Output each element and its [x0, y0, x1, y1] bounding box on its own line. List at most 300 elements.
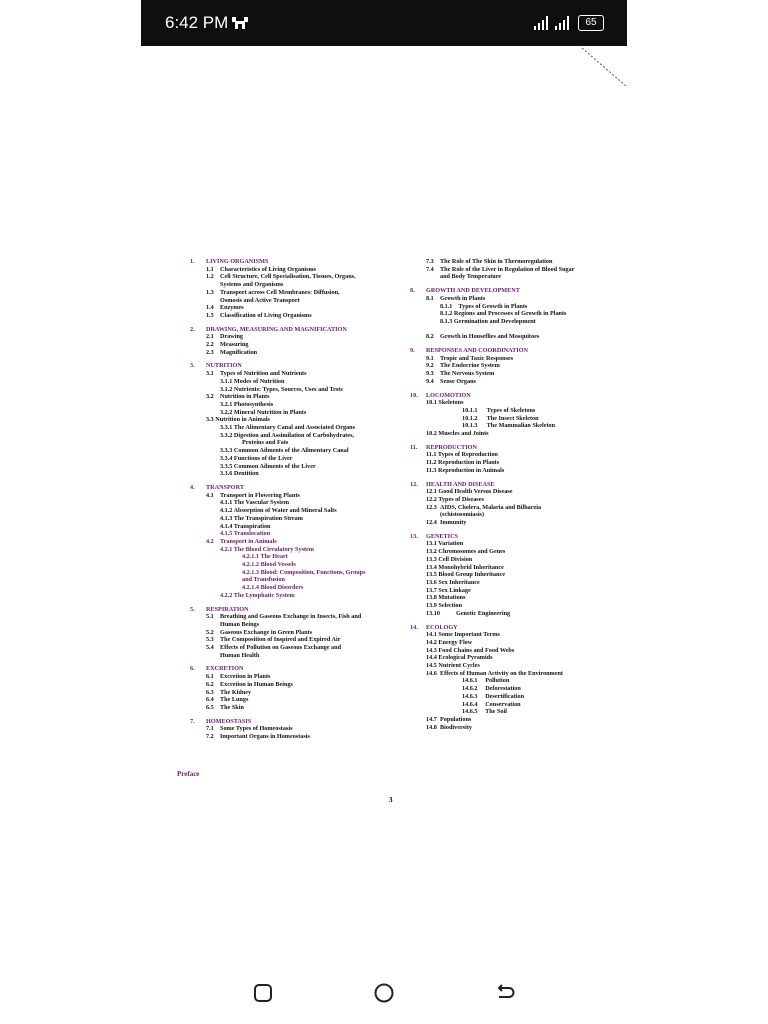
toc-entry[interactable]	[190, 455, 400, 463]
toc-entry[interactable]	[190, 636, 400, 644]
toc-entry[interactable]	[190, 386, 400, 394]
toc-title: 4.2.1.1 The Heart	[242, 553, 288, 561]
toc-chapter-heading[interactable]	[190, 484, 400, 492]
toc-entry[interactable]	[410, 273, 610, 281]
toc-entry[interactable]	[410, 407, 610, 415]
toc-title: Proteins and Fats	[242, 439, 289, 447]
toc-number: 13.10	[426, 609, 440, 617]
toc-entry[interactable]	[190, 439, 400, 447]
toc-title: 4.1.2 Absorption of Water and Mineral Salts	[220, 507, 337, 515]
toc-entry[interactable]	[190, 341, 400, 349]
toc-title: Gaseous Exchange in Green Plants	[220, 628, 313, 636]
toc-title: (schistosomiasis)	[440, 511, 485, 519]
toc-title: 3.1.2 Nutrients: Types, Sources, Uses and Tests	[220, 385, 343, 393]
toc-entry[interactable]	[190, 281, 400, 289]
signal-icon-2	[555, 16, 571, 30]
toc-number: 1.2	[206, 273, 214, 281]
battery-level: 65	[585, 17, 597, 28]
toc-entry[interactable]	[190, 378, 400, 386]
toc-title: Transport in Flowering Plants	[220, 491, 300, 499]
toc-number: 6.4	[206, 696, 214, 704]
toc-title: 3.2.2 Mineral Nutrition in Plants	[220, 408, 307, 416]
toc-number: 1.3	[206, 288, 214, 296]
toc-title: The Lungs	[220, 696, 249, 704]
toc-entry[interactable]	[190, 576, 400, 584]
toc-entry[interactable]	[410, 496, 610, 504]
toc-title: 3.3.6 Dentition	[220, 470, 259, 478]
toc-chapter-heading[interactable]	[410, 392, 610, 400]
battery-icon	[578, 15, 604, 31]
toc-entry[interactable]	[190, 470, 400, 478]
toc-number: 2.	[190, 325, 195, 333]
toc-left-column	[190, 258, 400, 747]
toc-title: 4.1.1 The Vascular System	[220, 499, 290, 507]
toc-chapter-heading[interactable]	[190, 362, 400, 370]
toc-entry[interactable]	[410, 571, 610, 579]
toc-title: 13.7 Sex Linkage	[426, 586, 471, 594]
toc-entry[interactable]	[410, 519, 610, 527]
preface-link[interactable]: Preface	[177, 770, 200, 778]
toc-section	[190, 606, 400, 660]
toc-number: 7.2	[206, 733, 214, 741]
toc-title: 10.1 Skeletons	[426, 399, 464, 407]
toc-number: 4.	[190, 483, 195, 491]
toc-chapter-heading[interactable]	[190, 665, 400, 673]
toc-number: 7.3	[426, 258, 434, 265]
toc-title: 10.2 Muscles and Joints	[426, 430, 489, 438]
toc-section	[410, 533, 610, 618]
toc-entry[interactable]	[410, 724, 610, 732]
toc-entry[interactable]	[410, 564, 610, 572]
back-icon[interactable]	[494, 982, 516, 1004]
toc-entry[interactable]	[410, 318, 610, 326]
toc-title: Sense Organs	[440, 377, 476, 385]
toc-number: 8.	[410, 287, 415, 295]
toc-entry[interactable]	[410, 716, 610, 724]
toc-title: Transport across Cell Membranes: Diffusion,	[220, 288, 340, 296]
toc-title: 3.3 Nutrition in Animals	[206, 416, 270, 424]
toc-entry[interactable]	[410, 654, 610, 662]
toc-entry[interactable]	[410, 422, 610, 430]
toc-entry[interactable]	[410, 693, 610, 701]
toc-title: 10.1.1 Types of Skeletons	[462, 406, 536, 414]
toc-title: Types of Nutrition and Nutrients	[220, 370, 307, 378]
toc-title: 8.1.2 Regions and Processes of Growth in Plants	[440, 310, 567, 318]
toc-entry[interactable]	[190, 273, 400, 281]
toc-title: 14.6.5 The Soil	[462, 708, 507, 716]
toc-entry[interactable]	[410, 662, 610, 670]
toc-title: Classification of Living Organisms	[220, 311, 312, 319]
toc-entry[interactable]	[410, 708, 610, 716]
toc-number: 8.1	[426, 294, 434, 302]
toc-title: HEALTH AND DISEASE	[426, 480, 495, 488]
toc-chapter-heading[interactable]	[410, 287, 610, 295]
app-notification-icon	[231, 14, 249, 30]
toc-title: Systems and Organisms	[220, 281, 284, 289]
toc-entry[interactable]	[190, 689, 400, 697]
toc-chapter-heading[interactable]	[410, 481, 610, 489]
toc-entry[interactable]	[410, 548, 610, 556]
toc-entry[interactable]	[410, 511, 610, 519]
page-corner-dashes	[580, 46, 630, 88]
toc-entry[interactable]	[410, 415, 610, 423]
toc-title: GROWTH AND DEVELOPMENT	[426, 287, 520, 295]
toc-title: 4.2.2 The Lymphatic System	[220, 591, 295, 599]
toc-title: EXCRETION	[206, 665, 244, 673]
toc-number: 2.2	[206, 341, 214, 349]
toc-entry[interactable]	[410, 266, 610, 274]
toc-entry[interactable]	[410, 647, 610, 655]
toc-entry[interactable]	[410, 378, 610, 386]
toc-chapter-heading[interactable]	[410, 444, 610, 452]
toc-title: 14.6.2 Deforestation	[462, 685, 521, 693]
toc-number: 5.	[190, 605, 195, 613]
toc-chapter-heading[interactable]	[410, 624, 610, 632]
toc-title: 3.3.2 Digestion and Assimilation of Carbohydrates,	[220, 431, 355, 439]
toc-number: 5.3	[206, 636, 214, 644]
toc-section	[190, 484, 400, 600]
toc-section	[410, 258, 610, 281]
toc-title: GENETICS	[426, 532, 458, 540]
toc-entry[interactable]	[190, 673, 400, 681]
toc-entry[interactable]	[190, 592, 400, 600]
toc-title: Some Types of Homeostasis	[220, 725, 293, 733]
toc-entry[interactable]	[190, 266, 400, 274]
toc-title: 3.3.4 Functions of the Liver	[220, 454, 293, 462]
toc-number: 2.3	[206, 348, 214, 356]
toc-chapter-heading[interactable]	[410, 533, 610, 541]
toc-number: 6.	[190, 665, 195, 673]
toc-chapter-heading[interactable]	[190, 326, 400, 334]
toc-title: Human Beings	[220, 620, 260, 628]
toc-entry[interactable]	[410, 258, 610, 266]
toc-number: 9.2	[426, 362, 434, 370]
toc-title: The Composition of Inspired and Expired Air	[220, 636, 341, 644]
toc-entry[interactable]	[190, 696, 400, 704]
toc-title: 4.2.1.3 Blood: Composition, Functions, Groups	[242, 568, 366, 576]
toc-title: Breathing and Gaseous Exchange in Insects, Fish and	[220, 613, 362, 621]
toc-title: 13.9 Selection	[426, 602, 463, 610]
toc-entry[interactable]	[190, 401, 400, 409]
toc-title: Biodiversity	[440, 723, 472, 731]
toc-number: 5.2	[206, 628, 214, 636]
toc-title: Tropic and Taxic Responses	[440, 354, 514, 362]
toc-entry[interactable]	[190, 613, 400, 621]
toc-title: The Role of The Skin in Thermoregulation	[440, 258, 553, 265]
toc-entry[interactable]	[410, 430, 610, 438]
toc-title: 3.3.5 Common Ailments of the Liver	[220, 462, 316, 470]
toc-entry[interactable]	[410, 594, 610, 602]
toc-section	[190, 665, 400, 711]
toc-entry[interactable]	[190, 584, 400, 592]
toc-entry[interactable]	[410, 670, 610, 678]
toc-number: 2.1	[206, 333, 214, 341]
toc-entry[interactable]	[190, 289, 400, 297]
toc-title: Characteristics of Living Organisms	[220, 265, 317, 273]
toc-entry[interactable]	[190, 499, 400, 507]
toc-title: The Role of the Liver in Regulation of Blood Sugar	[440, 265, 575, 273]
toc-entry[interactable]	[190, 704, 400, 712]
toc-title: Cell Structure, Cell Specialisation, Tissues, Organs,	[220, 273, 356, 281]
toc-chapter-heading[interactable]	[190, 258, 400, 266]
toc-number: 11.	[410, 443, 418, 451]
toc-number: 6.1	[206, 673, 214, 681]
toc-title: Growth in Plants	[440, 294, 486, 302]
toc-entry[interactable]	[410, 310, 610, 318]
toc-number: 9.1	[426, 354, 434, 362]
toc-entry[interactable]	[190, 652, 400, 660]
toc-title: 14.4 Ecological Pyramids	[426, 654, 493, 662]
toc-title: REPRODUCTION	[426, 443, 477, 451]
toc-section	[410, 287, 610, 341]
toc-title: Human Health	[220, 651, 260, 659]
toc-entry[interactable]	[190, 733, 400, 741]
toc-number: 4.2	[206, 537, 214, 545]
toc-title: 11.1 Types of Reproduction	[426, 451, 498, 459]
toc-title: DRAWING, MEASURING AND MAGNIFICATION	[206, 325, 347, 333]
toc-entry[interactable]	[410, 355, 610, 363]
toc-entry[interactable]	[190, 621, 400, 629]
toc-title: 4.1.4 Transpiration	[220, 522, 271, 530]
toc-section	[410, 624, 610, 732]
toc-entry[interactable]	[190, 463, 400, 471]
toc-title: Excretion in Human Beings	[220, 680, 293, 688]
toc-number: 7.1	[206, 725, 214, 733]
toc-title: ECOLOGY	[426, 623, 458, 631]
toc-title: 14.5 Nutrient Cycles	[426, 662, 480, 670]
toc-title: TRANSPORT	[206, 483, 244, 491]
toc-entry[interactable]	[410, 303, 610, 311]
toc-title: 3.3.3 Common Ailments of the Alimentary Canal	[220, 447, 349, 455]
toc-number: 10.	[410, 391, 418, 399]
toc-title: Enzymes	[220, 304, 244, 312]
toc-title: The Kidney	[220, 688, 252, 696]
toc-entry[interactable]	[410, 556, 610, 564]
toc-number: 1.4	[206, 304, 214, 312]
toc-number: 3.	[190, 362, 195, 370]
toc-entry[interactable]	[190, 569, 400, 577]
toc-title: Growth in Houseflies and Mosquitoes	[440, 333, 540, 341]
toc-entry[interactable]	[190, 681, 400, 689]
toc-number: 12.	[410, 480, 418, 488]
toc-section	[190, 326, 400, 357]
toc-title: 13.2 Chromosomes and Genes	[426, 548, 506, 556]
toc-title: 8.1.3 Germination and Development	[440, 317, 536, 325]
status-time: 6:42 PM	[165, 13, 229, 32]
toc-title: Nutrition in Plants	[220, 393, 270, 401]
toc-number: 7.	[190, 717, 195, 725]
toc-title: 14.3 Food Chains and Food Webs	[426, 646, 515, 654]
toc-entry[interactable]	[410, 467, 610, 475]
home-icon[interactable]	[373, 982, 395, 1004]
toc-title: Excretion in Plants	[220, 673, 271, 681]
toc-chapter-heading[interactable]	[190, 718, 400, 726]
toc-number: 7.4	[426, 265, 434, 273]
toc-entry[interactable]	[190, 447, 400, 455]
toc-number: 14.8	[426, 723, 437, 731]
toc-section	[410, 347, 610, 386]
toc-title: The Endocrine System	[440, 362, 500, 370]
toc-section	[190, 362, 400, 478]
toc-title: Important Organs in Homeostasis	[220, 733, 310, 741]
toc-title: 12.1 Good Health Versus Disease	[426, 488, 513, 496]
toc-title: 12.2 Types of Diseases	[426, 495, 484, 503]
toc-title: 4.2.1.4 Blood Disorders	[242, 584, 304, 592]
toc-entry[interactable]	[410, 451, 610, 459]
toc-chapter-heading[interactable]	[190, 606, 400, 614]
toc-section	[410, 444, 610, 475]
toc-title: 13.5 Blood Group Inheritance	[426, 571, 505, 579]
toc-title: Genetic Engineering	[456, 609, 511, 617]
toc-number: 1.1	[206, 265, 214, 273]
toc-entry[interactable]	[190, 297, 400, 305]
toc-number: 5.4	[206, 644, 214, 652]
toc-number: 12.4	[426, 519, 437, 527]
toc-entry[interactable]	[190, 304, 400, 312]
toc-title: LIVING ORGANISMS	[206, 258, 269, 265]
toc-entry[interactable]	[410, 540, 610, 548]
toc-title: Effects of Pollution on Gaseous Exchange and	[220, 644, 342, 652]
toc-title: 14.6.1 Pollution	[462, 677, 510, 685]
toc-number: 13.	[410, 532, 418, 540]
toc-title: 4.1.5 Translocation	[220, 530, 271, 538]
toc-title: AIDS, Cholera, Malaria and Bilharzia	[440, 503, 542, 511]
status-bar	[141, 0, 627, 46]
toc-entry[interactable]	[410, 639, 610, 647]
toc-entry[interactable]	[190, 424, 400, 432]
toc-title: 14.1 Some Important Terms	[426, 631, 500, 639]
toc-number: 3.2	[206, 393, 214, 401]
toc-number: 3.1	[206, 370, 214, 378]
toc-entry[interactable]	[410, 333, 610, 341]
toc-title: The Skin	[220, 703, 244, 711]
toc-title: Drawing	[220, 333, 244, 341]
toc-chapter-heading[interactable]	[410, 347, 610, 355]
toc-title: Magnification	[220, 348, 258, 356]
toc-number: 9.	[410, 347, 415, 355]
toc-section	[190, 718, 400, 741]
toc-title: 4.2.1 The Blood Circulatory System	[220, 545, 314, 553]
toc-title: Effects of Human Activity on the Environment	[440, 669, 563, 677]
toc-entry[interactable]	[410, 459, 610, 467]
toc-number: 14.	[410, 623, 418, 631]
toc-entry[interactable]	[190, 409, 400, 417]
toc-number: 4.1	[206, 491, 214, 499]
toc-number: 9.4	[426, 377, 434, 385]
toc-entry[interactable]	[190, 561, 400, 569]
toc-title: 10.1.2 The Insect Skeleton	[462, 414, 539, 422]
toc-number: 9.3	[426, 370, 434, 378]
toc-entry[interactable]	[410, 701, 610, 709]
toc-entry[interactable]	[410, 488, 610, 496]
toc-number: 6.2	[206, 680, 214, 688]
toc-entry[interactable]	[190, 553, 400, 561]
toc-title: 14.2 Energy Flow	[426, 638, 473, 646]
toc-entry[interactable]	[190, 333, 400, 341]
toc-title: 3.1.1 Modes of Nutrition	[220, 377, 285, 385]
toc-title: and Body Temperature	[440, 273, 502, 281]
toc-number: 1.	[190, 258, 195, 265]
toc-entry[interactable]	[190, 312, 400, 320]
toc-entry[interactable]	[190, 629, 400, 637]
toc-number: 14.6	[426, 669, 437, 677]
toc-entry[interactable]	[190, 725, 400, 733]
toc-entry[interactable]	[410, 677, 610, 685]
toc-number: 12.3	[426, 503, 437, 511]
toc-entry[interactable]	[410, 685, 610, 693]
toc-title: 13.4 Monohybrid Inheritance	[426, 563, 504, 571]
toc-title: 13.6 Sex Inheritance	[426, 579, 480, 586]
toc-entry[interactable]	[190, 530, 400, 538]
toc-entry[interactable]	[410, 370, 610, 378]
toc-entry[interactable]	[410, 295, 610, 303]
toc-entry[interactable]	[190, 393, 400, 401]
toc-entry[interactable]	[410, 602, 610, 610]
toc-entry[interactable]	[190, 370, 400, 378]
toc-title: 13.1 Variation	[426, 540, 464, 548]
recent-apps-icon[interactable]	[252, 982, 274, 1004]
toc-section	[410, 481, 610, 527]
toc-entry[interactable]	[190, 507, 400, 515]
toc-title: 14.6.4 Conservation	[462, 700, 521, 708]
toc-title: Populations	[440, 715, 472, 723]
toc-entry[interactable]	[190, 644, 400, 652]
toc-title: RESPONSES AND COORDINATION	[426, 347, 528, 355]
toc-entry[interactable]	[190, 523, 400, 531]
toc-title: 10.1.3 The Mammalian Skeleton	[462, 422, 556, 430]
toc-section	[410, 392, 610, 438]
toc-entry[interactable]	[410, 399, 610, 407]
toc-number: 6.3	[206, 688, 214, 696]
toc-entry[interactable]	[190, 432, 400, 440]
toc-title: 3.3.1 The Alimentary Canal and Associated Organs	[220, 424, 355, 432]
toc-entry[interactable]	[410, 504, 610, 512]
toc-entry[interactable]	[410, 631, 610, 639]
signal-icon	[534, 16, 550, 30]
toc-title: Immunity	[440, 519, 467, 527]
toc-entry[interactable]	[410, 362, 610, 370]
toc-number: 8.2	[426, 333, 434, 341]
toc-spacer	[410, 326, 610, 334]
toc-entry[interactable]	[190, 515, 400, 523]
toc-title: 11.3 Reproduction in Animals	[426, 466, 505, 474]
toc-title: 14.6.3 Desertification	[462, 692, 525, 700]
toc-title: NUTRITION	[206, 362, 242, 370]
toc-title: and Transfusion	[242, 576, 285, 584]
toc-entry[interactable]	[410, 587, 610, 595]
toc-title: Measuring	[220, 341, 249, 349]
toc-entry[interactable]	[410, 579, 610, 587]
toc-section	[190, 258, 400, 320]
toc-title: 3.2.1 Photosynthesis	[220, 400, 274, 408]
toc-entry[interactable]	[190, 492, 400, 500]
toc-title: Osmosis and Active Transport	[220, 296, 300, 304]
toc-entry[interactable]	[190, 349, 400, 357]
toc-title: 8.1.1 Types of Growth in Plants	[440, 302, 528, 310]
toc-title: RESPIRATION	[206, 605, 249, 613]
toc-number: 1.5	[206, 311, 214, 319]
toc-number: 5.1	[206, 613, 214, 621]
toc-entry[interactable]	[410, 610, 610, 618]
page-number: 3	[389, 796, 393, 804]
toc-entry[interactable]	[190, 546, 400, 554]
toc-entry[interactable]	[190, 538, 400, 546]
toc-title: HOMEOSTASIS	[206, 717, 252, 725]
toc-title: 11.2 Reproduction in Plants	[426, 459, 500, 467]
toc-title: 13.3 Cell Division	[426, 555, 473, 563]
toc-entry[interactable]	[190, 416, 400, 424]
toc-title: 4.1.3 The Transpiration Stream	[220, 514, 303, 522]
